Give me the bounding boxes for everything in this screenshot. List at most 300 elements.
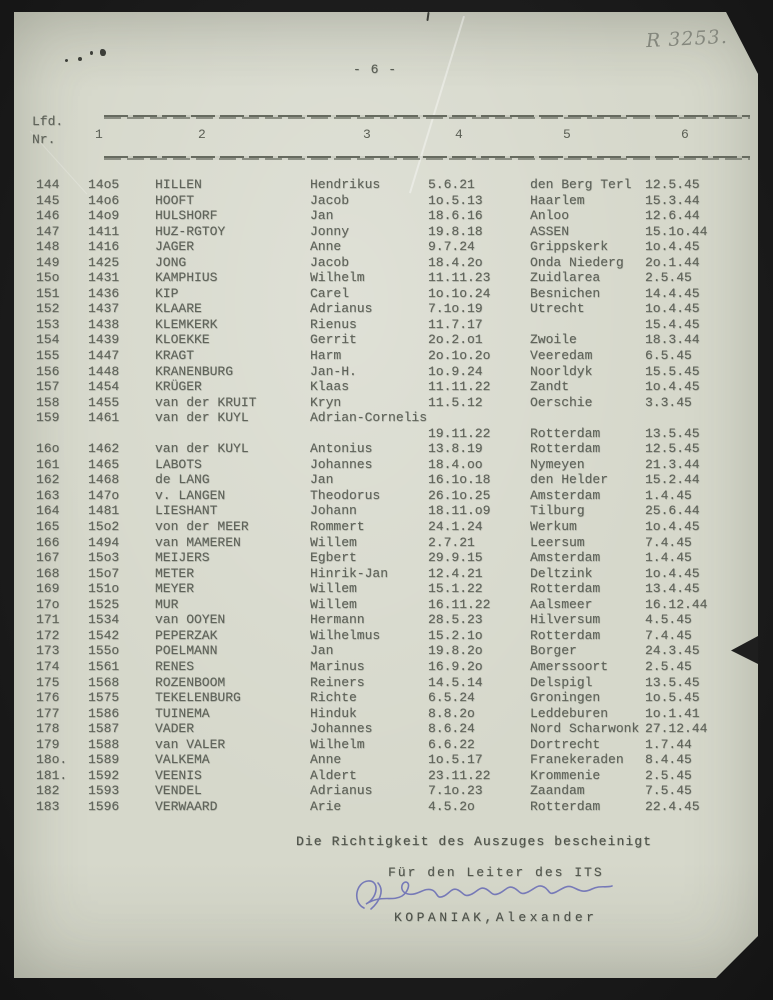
cell-c6: 13.5.45 <box>645 425 700 441</box>
cell-c2: van der KUYL <box>155 410 249 426</box>
cell-lfd: 169 <box>36 581 60 597</box>
table-row <box>0 177 773 193</box>
cell-c2: KLOEKKE <box>155 332 210 348</box>
cell-c2: van der KUYL <box>155 441 249 457</box>
table-row <box>0 643 773 659</box>
cell-lfd: 167 <box>36 550 60 566</box>
cell-c6: 7.4.45 <box>645 627 692 643</box>
cell-c5: Hilversum <box>530 612 601 628</box>
cell-c5: Krommenie <box>530 767 601 783</box>
column-header-3: 3 <box>363 127 371 142</box>
cell-lfd: 175 <box>36 674 60 690</box>
cell-lfd: 172 <box>36 627 60 643</box>
table-row <box>0 503 773 519</box>
cell-c4: 1o.1o.24 <box>428 285 491 301</box>
cell-c6: 15.5.45 <box>645 363 700 379</box>
cell-c3: Wilhelmus <box>310 627 381 643</box>
cell-c1: 1431 <box>88 270 120 286</box>
cell-c5: Oerschie <box>530 394 593 410</box>
cell-c3: Johann <box>310 503 357 519</box>
ink-speck <box>100 49 106 56</box>
table-row <box>0 472 773 488</box>
cell-lfd: 168 <box>36 565 60 581</box>
cell-c2: VEENIS <box>155 767 202 783</box>
cell-c1: 1575 <box>88 690 120 706</box>
cell-c4: 26.1o.25 <box>428 487 491 503</box>
cell-c4: 19.11.22 <box>428 425 491 441</box>
table-row <box>0 364 773 380</box>
cell-lfd: 182 <box>36 783 60 799</box>
cell-c3: Jacob <box>310 192 350 208</box>
cell-c5: Werkum <box>530 519 577 535</box>
cell-c4: 11.5.12 <box>428 394 483 410</box>
cell-c2: KRÜGER <box>155 379 202 395</box>
cell-c4: 8.6.24 <box>428 721 475 737</box>
cell-c1: 15o3 <box>88 550 120 566</box>
cell-c5: Grippskerk <box>530 239 609 255</box>
cell-lfd: 151 <box>36 285 60 301</box>
cell-c4: 1o.9.24 <box>428 363 483 379</box>
cell-c5: Leersum <box>530 534 585 550</box>
cell-c3: Marinus <box>310 658 365 674</box>
cell-c6: 1o.4.45 <box>645 301 700 317</box>
cell-c1: 1593 <box>88 783 120 799</box>
cell-c2: v. LANGEN <box>155 487 226 503</box>
cell-c3: Richte <box>310 690 357 706</box>
column-header-5: 5 <box>563 127 571 142</box>
cell-c2: MEYER <box>155 581 195 597</box>
cell-lfd: 149 <box>36 254 60 270</box>
cell-c5: Veeredam <box>530 348 593 364</box>
cell-c4: 11.11.22 <box>428 379 491 395</box>
cell-c6: 2.5.45 <box>645 767 692 783</box>
cell-c4: 1o.5.13 <box>428 192 483 208</box>
cell-c4: 7.1o.23 <box>428 783 483 799</box>
cell-lfd: 171 <box>36 612 60 628</box>
cell-c6: 12.6.44 <box>645 208 700 224</box>
handwritten-reference-mark: R 3253. <box>645 25 729 53</box>
cell-c1: 1437 <box>88 301 120 317</box>
cell-c5: Zandt <box>530 379 570 395</box>
cell-c1: 1438 <box>88 316 120 332</box>
cell-c2: HULSHORF <box>155 208 218 224</box>
cell-c4: 6.5.24 <box>428 690 475 706</box>
cell-c3: Willem <box>310 581 357 597</box>
cell-c4: 5.6.21 <box>428 177 475 192</box>
cell-c2: VALKEMA <box>155 752 210 768</box>
cell-c1: 1455 <box>88 394 120 410</box>
cell-c2: MEIJERS <box>155 550 210 566</box>
cell-c2: MUR <box>155 596 179 612</box>
cell-c1: 14o9 <box>88 208 120 224</box>
cell-c6: 27.12.44 <box>645 721 708 737</box>
table-row <box>0 457 773 473</box>
cell-c2: KRAGT <box>155 348 195 364</box>
cell-c1: 15o2 <box>88 519 120 535</box>
cell-c1: 1461 <box>88 410 120 426</box>
cell-c6: 13.5.45 <box>645 674 700 690</box>
cell-c1: 1568 <box>88 674 120 690</box>
row-number-label-line1: Lfd. <box>32 114 64 129</box>
cell-c1: 1589 <box>88 752 120 768</box>
cell-lfd: 164 <box>36 503 60 519</box>
cell-lfd: 178 <box>36 721 60 737</box>
cell-c2: LABOTS <box>155 456 202 472</box>
table-rows <box>0 177 773 814</box>
table-row <box>0 721 773 737</box>
cell-c4: 2o.1o.2o <box>428 348 491 364</box>
cell-c3: Adrian-Cornelis <box>310 410 428 426</box>
table-row <box>0 426 773 442</box>
cell-c5: Deltzink <box>530 565 593 581</box>
cell-c2: POELMANN <box>155 643 218 659</box>
cell-lfd: 174 <box>36 658 60 674</box>
cell-c1: 1481 <box>88 503 120 519</box>
table-row <box>0 783 773 799</box>
cell-c4: 2o.2.o1 <box>428 332 483 348</box>
cell-c3: Theodorus <box>310 487 381 503</box>
table-row <box>0 752 773 768</box>
table-row <box>0 581 773 597</box>
table-row <box>0 597 773 613</box>
cell-c6: 1o.1.41 <box>645 705 700 721</box>
cell-lfd: 18o. <box>36 752 68 768</box>
cell-c2: KRANENBURG <box>155 363 234 379</box>
cell-c5: Aalsmeer <box>530 596 593 612</box>
cell-c5: den Helder <box>530 472 609 488</box>
cell-c4: 1o.5.17 <box>428 752 483 768</box>
cell-c6: 16.12.44 <box>645 596 708 612</box>
page-number: - 6 - <box>353 62 398 77</box>
cell-c3: Jan-H. <box>310 363 357 379</box>
cell-c1: 1447 <box>88 348 120 364</box>
cell-c2: HILLEN <box>155 177 202 192</box>
cell-lfd: 154 <box>36 332 60 348</box>
cell-c5: Zaandam <box>530 783 585 799</box>
table-row <box>0 612 773 628</box>
cell-c3: Rienus <box>310 316 357 332</box>
cell-c4: 16.11.22 <box>428 596 491 612</box>
cell-c3: Arie <box>310 798 342 814</box>
cell-c6: 2.5.45 <box>645 658 692 674</box>
cell-c4: 23.11.22 <box>428 767 491 783</box>
table-row <box>0 317 773 333</box>
cell-c2: KLEMKERK <box>155 316 218 332</box>
cell-c1: 14o6 <box>88 192 120 208</box>
cell-c3: Willem <box>310 596 357 612</box>
cell-c4: 18.4.2o <box>428 254 483 270</box>
cell-c1: 1561 <box>88 658 120 674</box>
cell-c1: 155o <box>88 643 120 659</box>
table-row <box>0 768 773 784</box>
cell-c3: Carel <box>310 285 350 301</box>
cell-lfd: 152 <box>36 301 60 317</box>
cell-c5: Amerssoort <box>530 658 609 674</box>
cell-c2: LIESHANT <box>155 503 218 519</box>
cell-c2: KAMPHIUS <box>155 270 218 286</box>
cell-c2: JONG <box>155 254 187 270</box>
cell-c6: 4.5.45 <box>645 612 692 628</box>
cell-lfd: 148 <box>36 239 60 255</box>
cell-lfd: 183 <box>36 798 60 814</box>
cell-c1: 151o <box>88 581 120 597</box>
cell-c5: Tilburg <box>530 503 585 519</box>
cell-c2: de LANG <box>155 472 210 488</box>
cell-c2: VENDEL <box>155 783 202 799</box>
cell-c1: 1436 <box>88 285 120 301</box>
table-row <box>0 737 773 753</box>
ink-speck <box>90 51 93 55</box>
cell-c2: van der KRUIT <box>155 394 257 410</box>
table-row <box>0 488 773 504</box>
cell-c1: 147o <box>88 487 120 503</box>
cell-c3: Wilhelm <box>310 736 365 752</box>
cell-c1: 1596 <box>88 798 120 814</box>
table-row <box>0 286 773 302</box>
cell-c5: Rotterdam <box>530 441 601 457</box>
cell-c3: Antonius <box>310 441 373 457</box>
cell-c6: 6.5.45 <box>645 348 692 364</box>
cell-c6: 2.5.45 <box>645 270 692 286</box>
cell-c1: 1525 <box>88 596 120 612</box>
table-row <box>0 535 773 551</box>
table-row <box>0 706 773 722</box>
table-row <box>0 441 773 457</box>
cell-c5: Borger <box>530 643 577 659</box>
cell-c5: Amsterdam <box>530 487 601 503</box>
cell-c6: 1.4.45 <box>645 487 692 503</box>
certification-text: Die Richtigkeit des Auszuges bescheinigt <box>296 834 653 849</box>
row-number-label-line2: Nr. <box>32 132 56 147</box>
cell-c6: 21.3.44 <box>645 456 700 472</box>
cell-c6: 15.3.44 <box>645 192 700 208</box>
cell-c4: 9.7.24 <box>428 239 475 255</box>
cell-c4: 19.8.18 <box>428 223 483 239</box>
cell-lfd: 146 <box>36 208 60 224</box>
cell-c3: Rommert <box>310 519 365 535</box>
table-row <box>0 270 773 286</box>
cell-c3: Harm <box>310 348 342 364</box>
cell-c3: Willem <box>310 534 357 550</box>
cell-c6: 8.4.45 <box>645 752 692 768</box>
cell-c5: Haarlem <box>530 192 585 208</box>
cell-lfd: 166 <box>36 534 60 550</box>
cell-c1: 1494 <box>88 534 120 550</box>
cell-c5: Delspigl <box>530 674 593 690</box>
cell-c3: Kryn <box>310 394 342 410</box>
cell-c1: 1439 <box>88 332 120 348</box>
cell-lfd: 153 <box>36 316 60 332</box>
cell-c4: 24.1.24 <box>428 519 483 535</box>
cell-c1: 1454 <box>88 379 120 395</box>
cell-c5: Zwoile <box>530 332 577 348</box>
cell-c2: KIP <box>155 285 179 301</box>
cell-c6: 15.2.44 <box>645 472 700 488</box>
cell-lfd: 162 <box>36 472 60 488</box>
cell-c5: ASSEN <box>530 223 570 239</box>
table-row <box>0 193 773 209</box>
cell-c6: 15.1o.44 <box>645 223 708 239</box>
cell-c4: 18.4.oo <box>428 456 483 472</box>
cell-c5: Onda Niederg <box>530 254 624 270</box>
signatory-name: KOPANIAK,Alexander <box>394 910 598 925</box>
cell-c5: Leddeburen <box>530 705 609 721</box>
cell-c3: Adrianus <box>310 301 373 317</box>
cell-c4: 2.7.21 <box>428 534 475 550</box>
column-header-4: 4 <box>455 127 463 142</box>
cell-lfd: 165 <box>36 519 60 535</box>
cell-c4: 11.11.23 <box>428 270 491 286</box>
cell-c4: 18.11.o9 <box>428 503 491 519</box>
table-row <box>0 675 773 691</box>
cell-c5: Utrecht <box>530 301 585 317</box>
cell-c3: Wilhelm <box>310 270 365 286</box>
cell-c1: 1416 <box>88 239 120 255</box>
cell-c6: 18.3.44 <box>645 332 700 348</box>
table-row <box>0 799 773 815</box>
cell-c2: RENES <box>155 658 195 674</box>
cell-c5: Rotterdam <box>530 581 601 597</box>
cell-lfd: 15o <box>36 270 60 286</box>
cell-c3: Aldert <box>310 767 357 783</box>
cell-c1: 1425 <box>88 254 120 270</box>
cell-c3: Hinrik-Jan <box>310 565 389 581</box>
cell-c6: 1o.4.45 <box>645 565 700 581</box>
cell-c1: 1468 <box>88 472 120 488</box>
cell-lfd: 147 <box>36 223 60 239</box>
cell-c3: Klaas <box>310 379 350 395</box>
table-row <box>0 410 773 426</box>
cell-c3: Anne <box>310 239 342 255</box>
cell-c6: 1o.5.45 <box>645 690 700 706</box>
cell-c1: 1586 <box>88 705 120 721</box>
cell-c6: 24.3.45 <box>645 643 700 659</box>
table-row <box>0 379 773 395</box>
table-row <box>0 628 773 644</box>
table-row <box>0 239 773 255</box>
cell-c4: 12.4.21 <box>428 565 483 581</box>
cell-c1: 1542 <box>88 627 120 643</box>
column-header-1: 1 <box>95 127 103 142</box>
cell-c6: 1.7.44 <box>645 736 692 752</box>
cell-c6: 13.4.45 <box>645 581 700 597</box>
cell-c4: 6.6.22 <box>428 736 475 752</box>
cell-c6: 22.4.45 <box>645 798 700 814</box>
cell-c4: 15.1.22 <box>428 581 483 597</box>
cell-c6: 14.4.45 <box>645 285 700 301</box>
cell-c4: 28.5.23 <box>428 612 483 628</box>
cell-lfd: 161 <box>36 456 60 472</box>
cell-lfd: 155 <box>36 348 60 364</box>
cell-c3: Gerrit <box>310 332 357 348</box>
cell-c3: Hendrikus <box>310 177 381 192</box>
cell-c4: 7.1o.19 <box>428 301 483 317</box>
cell-c4: 13.8.19 <box>428 441 483 457</box>
cell-c1: 1587 <box>88 721 120 737</box>
cell-c5: Zuidlarea <box>530 270 601 286</box>
table-row <box>0 332 773 348</box>
cell-c2: PEPERZAK <box>155 627 218 643</box>
cell-lfd: 159 <box>36 410 60 426</box>
cell-lfd: 16o <box>36 441 60 457</box>
cell-lfd: 156 <box>36 363 60 379</box>
table-row <box>0 208 773 224</box>
cell-c5: Rotterdam <box>530 627 601 643</box>
cell-c1: 1592 <box>88 767 120 783</box>
cell-c3: Adrianus <box>310 783 373 799</box>
cell-c3: Jonny <box>310 223 350 239</box>
cell-c1: 14o5 <box>88 177 120 192</box>
cell-c6: 25.6.44 <box>645 503 700 519</box>
cell-c1: 1411 <box>88 223 120 239</box>
cell-c4: 8.8.2o <box>428 705 475 721</box>
cell-c5: Rotterdam <box>530 798 601 814</box>
cell-lfd: 176 <box>36 690 60 706</box>
table-row <box>0 550 773 566</box>
cell-c3: Jan <box>310 472 334 488</box>
cell-lfd: 179 <box>36 736 60 752</box>
cell-c1: 15o7 <box>88 565 120 581</box>
cell-c6: 1o.4.45 <box>645 379 700 395</box>
cell-lfd: 145 <box>36 192 60 208</box>
cell-c5: Noorldyk <box>530 363 593 379</box>
cell-c3: Reiners <box>310 674 365 690</box>
cell-c4: 4.5.2o <box>428 798 475 814</box>
table-top-rule <box>104 115 750 119</box>
cell-c4: 29.9.15 <box>428 550 483 566</box>
cell-c5: Anloo <box>530 208 570 224</box>
cell-c6: 12.5.45 <box>645 177 700 192</box>
cell-c5: Groningen <box>530 690 601 706</box>
table-header-bottom-rule <box>104 156 750 160</box>
cell-lfd: 173 <box>36 643 60 659</box>
cell-c4: 11.7.17 <box>428 316 483 332</box>
cell-c3: Johannes <box>310 721 373 737</box>
cell-c4: 19.8.2o <box>428 643 483 659</box>
cell-c2: JAGER <box>155 239 195 255</box>
cell-c2: HUZ-RGTOY <box>155 223 226 239</box>
cell-lfd: 17o <box>36 596 60 612</box>
cell-c5: Nymeyen <box>530 456 585 472</box>
ink-speck <box>78 57 82 61</box>
cell-c1: 1588 <box>88 736 120 752</box>
table-row <box>0 690 773 706</box>
cell-c2: VADER <box>155 721 195 737</box>
cell-c1: 1465 <box>88 456 120 472</box>
cell-c2: HOOFT <box>155 192 195 208</box>
cell-c3: Jan <box>310 643 334 659</box>
cell-c3: Jan <box>310 208 334 224</box>
cell-c3: Hinduk <box>310 705 357 721</box>
cell-lfd: 158 <box>36 394 60 410</box>
cell-c2: von der MEER <box>155 519 249 535</box>
cell-c6: 1.4.45 <box>645 550 692 566</box>
cell-c6: 1o.4.45 <box>645 519 700 535</box>
cell-c6: 7.4.45 <box>645 534 692 550</box>
table-row <box>0 348 773 364</box>
cell-c5: Amsterdam <box>530 550 601 566</box>
cell-lfd: 144 <box>36 177 60 192</box>
cell-c2: TEKELENBURG <box>155 690 241 706</box>
cell-c2: METER <box>155 565 195 581</box>
cell-c5: Nord Scharwonk <box>530 721 640 737</box>
cell-c3: Johannes <box>310 456 373 472</box>
table-row <box>0 224 773 240</box>
cell-c2: KLAARE <box>155 301 202 317</box>
cell-c2: van VALER <box>155 736 226 752</box>
table-row <box>0 659 773 675</box>
table-row <box>0 301 773 317</box>
